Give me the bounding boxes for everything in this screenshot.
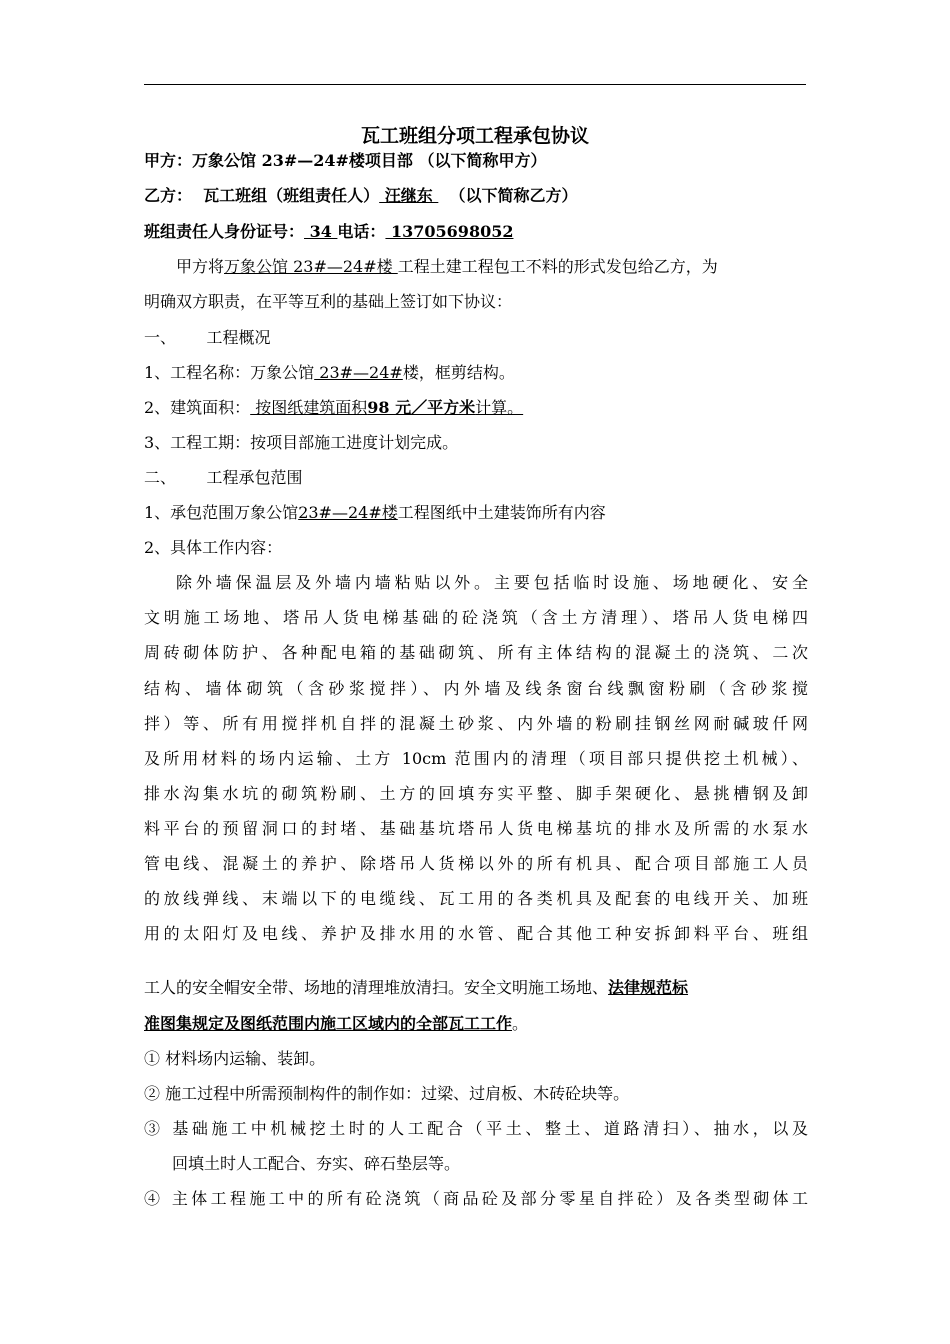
scope-1: [144, 502, 808, 524]
section-1-number: 一、: [144, 328, 177, 347]
body-line-9: 管电线、混凝土的养护、除塔吊人货梯以外的所有机具、配合项目部施工人员: [144, 854, 808, 873]
list-item-1: ① 材料场内运输、装卸。: [144, 1049, 326, 1068]
body-line-10: 的放线弹线、末端以下的电缆线、瓦工用的各类机具及配套的电线开关、加班: [144, 889, 808, 908]
body-line-3: 周砖砌体防护、各种配电箱的基础砌筑、所有主体结构的混凝土的浇筑、二次: [144, 643, 808, 662]
party-b-note: （以下简称乙方）: [449, 186, 578, 205]
document-title: 瓦工班组分项工程承包协议: [360, 125, 589, 147]
body-line-2: 文明施工场地、塔吊人货电梯基础的砼浇筑（含土方清理）、塔吊人货电梯四: [144, 608, 808, 627]
party-a-note: （以下简称甲方）: [412, 151, 547, 170]
item-1-text: 1、工程名称：万象公馆: [144, 363, 315, 382]
id-label: 班组责任人身份证号：: [144, 222, 305, 241]
section-2-heading: [144, 467, 808, 489]
body-line-12: [144, 977, 808, 999]
party-a-name: 万象公馆 23#—24#楼项目部: [192, 151, 413, 170]
scope-1-underlined: 23#—24#楼: [298, 503, 398, 522]
item-1: [144, 362, 808, 384]
list-item-3-continued: 回填土时人工配合、夯实、碎石垫层等。: [172, 1154, 461, 1173]
intro-text-2: 工程土建工程包工不料的形式发包给乙方，为: [397, 257, 718, 276]
section-1-title: 工程概况: [206, 328, 271, 347]
body-line-4: 结构、墙体砌筑（含砂浆搅拌）、内外墙及线条窗台线飘窗粉刷（含砂浆搅: [144, 679, 808, 698]
body-line-5: 拌）等、所有用搅拌机自拌的混凝土砂浆、内外墙的粉刷挂钢丝网耐碱玻仟网: [144, 714, 808, 733]
body-line-11: 用的太阳灯及电线、养护及排水用的水管、配合其他工种安拆卸料平台、班组: [144, 924, 808, 943]
party-b-team: 瓦工班组（班组责任人）: [203, 186, 380, 205]
item-2-underlined-2: 计算。: [475, 398, 524, 417]
item-2-rate: 98 元／平方米: [367, 398, 476, 417]
id-line: [144, 221, 808, 243]
scope-1-text: 1、承包范围万象公馆: [144, 503, 299, 522]
intro-line-1: [144, 256, 808, 278]
item-1-text-2: 楼，框剪结构。: [402, 363, 515, 382]
phone-label: 电话：: [337, 222, 386, 241]
scope-1-text-2: 工程图纸中土建装饰所有内容: [397, 503, 606, 522]
item-2: [144, 397, 808, 419]
phone-value: 13705698052: [385, 222, 514, 241]
intro-line-2: 明确双方职责，在平等互利的基础上签订如下协议：: [144, 292, 513, 311]
body-line-12-text: 工人的安全帽安全带、场地的清理堆放清扫。安全文明施工场地、: [144, 978, 609, 997]
body-line-7: 排水沟集水坑的砌筑粉刷、土方的回填夯实平整、脚手架硬化、悬挑槽钢及卸: [144, 784, 808, 803]
body-line-1: 除外墙保温层及外墙内墙粘贴以外。主要包括临时设施、场地硬化、安全: [176, 573, 808, 592]
party-b-person: 汪继东: [379, 186, 439, 205]
body-line-13-emphasis: 准图集规定及图纸范围内施工区域内的全部瓦工工作: [144, 1014, 513, 1033]
body-line-12-emphasis: 法律规范标: [608, 978, 689, 997]
header-rule: [144, 84, 806, 85]
item-3: 3、工程工期：按项目部施工进度计划完成。: [144, 433, 459, 452]
party-b-line: [144, 185, 808, 207]
item-1-underlined: 23#—24#: [314, 363, 403, 382]
item-2-underlined: 按图纸建筑面积: [250, 398, 368, 417]
list-item-3: ③ 基础施工中机械挖土时的人工配合（平土、整土、道路清扫）、抽水，以及: [144, 1119, 808, 1138]
section-1-heading: [144, 327, 808, 349]
intro-text: 甲方将: [176, 257, 225, 276]
party-a-label: 甲方：: [144, 151, 193, 170]
body-line-13: [144, 1013, 808, 1035]
scope-2: 2、具体工作内容：: [144, 538, 283, 557]
body-line-6: 及所用材料的场内运输、土方 10cm 范围内的清理（项目部只提供挖土机械）、: [144, 749, 808, 768]
list-item-2: ② 施工过程中所需预制构件的制作如：过梁、过肩板、木砖砼块等。: [144, 1084, 630, 1103]
id-value: 34: [304, 222, 338, 241]
section-2-title: 工程承包范围: [206, 468, 303, 487]
list-item-4: ④ 主体工程施工中的所有砼浇筑（商品砼及部分零星自拌砼）及各类型砌体工: [144, 1189, 808, 1208]
body-line-8: 料平台的预留洞口的封堵、基础基坑塔吊人货电梯基坑的排水及所需的水泵水: [144, 819, 808, 838]
body-line-13-end: 。: [512, 1014, 529, 1033]
intro-project: 万象公馆 23#—24#楼: [224, 257, 398, 276]
section-2-number: 二、: [144, 468, 177, 487]
party-a-line: [144, 150, 808, 172]
party-b-label: 乙方：: [144, 186, 193, 205]
item-2-label: 2、建筑面积：: [144, 398, 251, 417]
